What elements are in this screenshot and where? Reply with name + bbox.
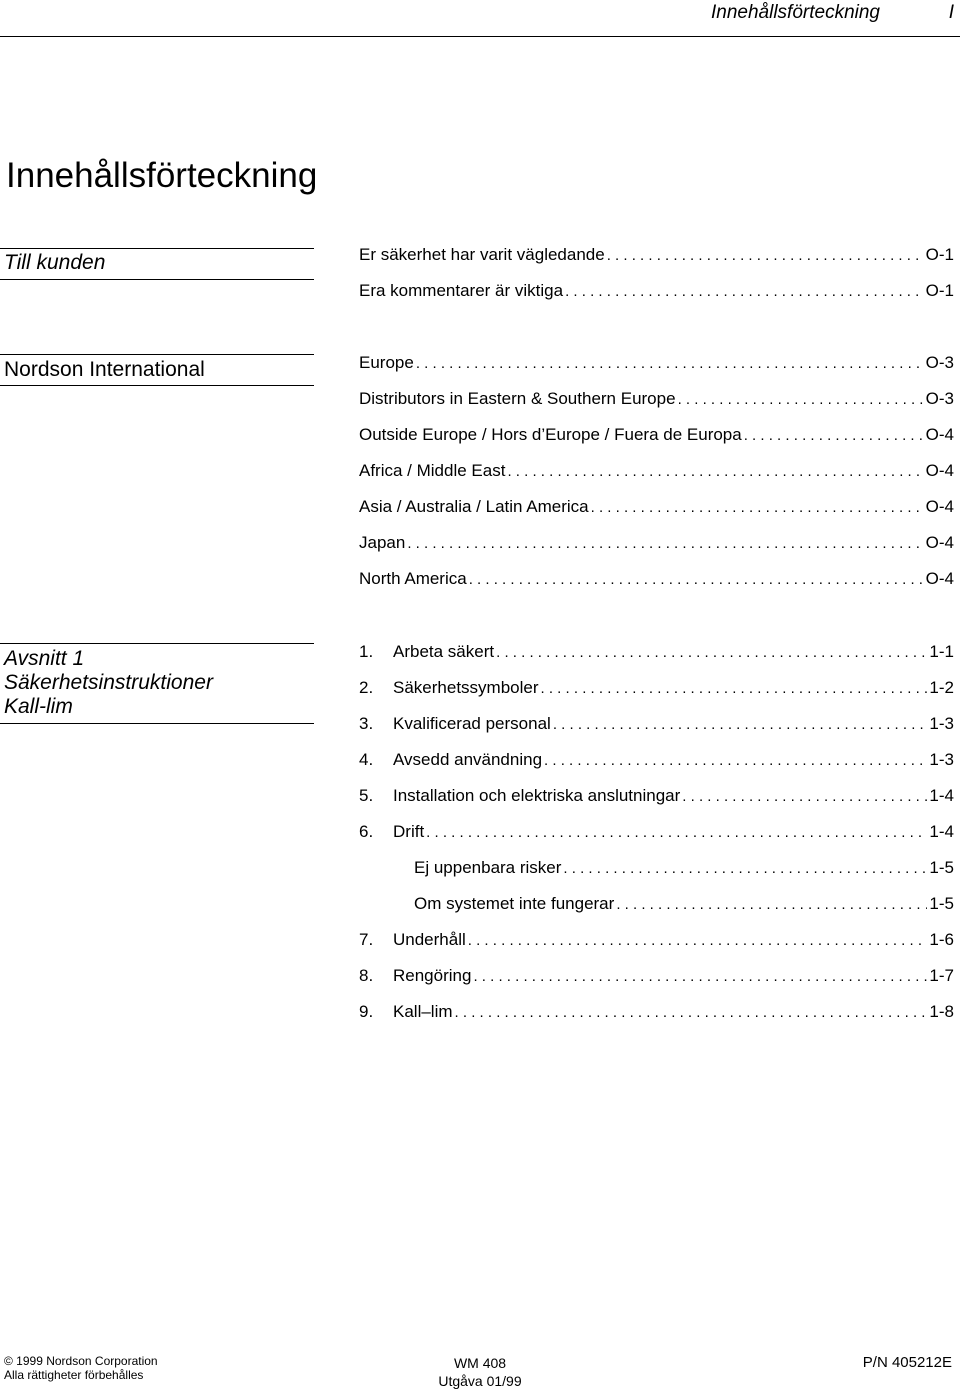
footer-copyright-block [4,1354,158,1382]
toc-entry[interactable] [359,532,954,555]
toc-entry-number: 8. [359,966,374,985]
toc-entry-text: Kvalificerad personal [393,714,551,733]
toc-entry-page: 1-5 [929,894,954,913]
toc-entry-text: Er säkerhet har varit vägledande [359,245,605,264]
footer-edition: Utgåva 01/99 [438,1373,522,1389]
footer-copyright: © 1999 Nordson Corporation [4,1354,158,1368]
toc-entry-text: Installation och elektriska anslutningar [393,786,681,805]
toc-entry-number: 7. [359,930,374,949]
toc-entry-text: Drift [393,822,425,841]
toc-entry-page: O-3 [925,389,954,408]
section-rule-top [0,643,314,644]
toc-entry-text: Africa / Middle East [359,461,506,480]
running-header-page-mark: I [948,2,954,23]
footer-rights: Alla rättigheter förbehålles [4,1368,144,1382]
dot-leader [563,858,927,880]
toc-entry-page: 1-5 [929,858,954,877]
toc-entry[interactable] [359,749,954,772]
dot-leader [469,569,924,591]
toc-entry-text: Arbeta säkert [393,642,495,661]
toc-entry-number: 2. [359,678,374,697]
dot-leader [682,786,927,808]
section-label-safety-instructions: Säkerhetsinstruktioner [4,671,213,694]
toc-entry-number: 3. [359,714,374,733]
dot-leader [553,714,928,736]
toc-entry-page: O-4 [925,569,954,588]
toc-entry-text: Rengöring [393,966,472,985]
toc-entry-text: Ej uppenbara risker [414,858,562,877]
toc-entry[interactable] [359,280,954,303]
footer-part-number: P/N 405212E [862,1354,952,1371]
toc-entry-text: Era kommentarer är viktiga [359,281,564,300]
dot-leader [591,497,924,519]
toc-entry-page: 1-8 [929,1002,954,1021]
toc-entry[interactable] [359,929,954,952]
toc-entry[interactable] [359,713,954,736]
section-rule-top [0,354,314,355]
section-label-till-kunden: Till kunden [4,251,106,274]
section-label-avsnitt: Avsnitt 1 [4,647,85,670]
page-title: Innehållsförteckning [6,156,318,195]
toc-entry-page: O-4 [925,497,954,516]
toc-entry-text: Japan [359,533,406,552]
toc-entry-text: North America [359,569,467,588]
toc-entry-page: O-4 [925,461,954,480]
dot-leader [544,750,927,772]
toc-entry[interactable] [359,965,954,988]
toc-entry-number: 5. [359,786,374,805]
toc-entry-text: Om systemet inte fungerar [414,894,615,913]
toc-entry-text: Outside Europe / Hors d’Europe / Fuera de Europa [359,425,742,444]
toc-entry-page: 1-1 [929,642,954,661]
dot-leader [541,678,928,700]
toc-entry[interactable] [359,460,954,483]
toc-entry-text: Kall–lim [393,1002,453,1021]
section-rule-bottom [0,385,314,386]
toc-entry-page: 1-2 [929,678,954,697]
dot-leader [678,389,924,411]
toc-entry[interactable] [359,821,954,844]
dot-leader [407,533,923,555]
toc-entry-page: O-1 [925,281,954,300]
dot-leader [426,822,927,844]
toc-entry-text: Avsedd användning [393,750,543,769]
toc-entry-number: 9. [359,1002,374,1021]
toc-entry[interactable] [359,1001,954,1024]
section-rule-bottom [0,723,314,724]
dot-leader [473,966,927,988]
dot-leader [468,930,928,952]
toc-entry[interactable] [359,424,954,447]
dot-leader [507,461,923,483]
toc-entry[interactable] [359,677,954,700]
toc-entry-number: 6. [359,822,374,841]
footer-doc-id: WM 408 [453,1355,507,1371]
section-rule-bottom [0,279,314,280]
toc-entry[interactable] [359,388,954,411]
toc-entry-text: Underhåll [393,930,466,949]
toc-entry-page: O-4 [925,425,954,444]
toc-entry-number: 4. [359,750,374,769]
toc-entry-text: Säkerhetssymboler [393,678,539,697]
toc-entry-text: Asia / Australia / Latin America [359,497,589,516]
toc-entry[interactable] [359,244,954,267]
toc-entry-page: 1-4 [929,822,954,841]
toc-entry-number: 1. [359,642,374,661]
footer-doc-block [405,1354,555,1390]
toc-entry[interactable] [359,496,954,519]
dot-leader [455,1002,928,1024]
toc-entry[interactable] [359,785,954,808]
dot-leader [416,353,924,375]
toc-entry-page: 1-4 [929,786,954,805]
dot-leader [607,245,924,267]
toc-entry-page: 1-6 [929,930,954,949]
toc-entry[interactable] [359,352,954,375]
dot-leader [565,281,924,303]
toc-subentry[interactable] [414,857,954,880]
dot-leader [616,894,927,916]
toc-entry-page: O-3 [925,353,954,372]
header-rule [0,36,960,37]
toc-entry[interactable] [359,568,954,591]
toc-entry-text: Distributors in Eastern & Southern Europe [359,389,676,408]
toc-entry-page: O-4 [925,533,954,552]
toc-entry-page: O-1 [925,245,954,264]
toc-entry-page: 1-7 [929,966,954,985]
dot-leader [744,425,924,447]
section-rule-top [0,248,314,249]
toc-entry[interactable] [359,641,954,664]
running-header-title: Innehållsförteckning [711,2,880,23]
dot-leader [496,642,927,664]
toc-entry-page: 1-3 [929,750,954,769]
section-label-kall-lim: Kall-lim [4,695,73,718]
toc-subentry[interactable] [414,893,954,916]
toc-entry-page: 1-3 [929,714,954,733]
section-label-nordson-international: Nordson International [4,358,205,381]
toc-entry-text: Europe [359,353,414,372]
